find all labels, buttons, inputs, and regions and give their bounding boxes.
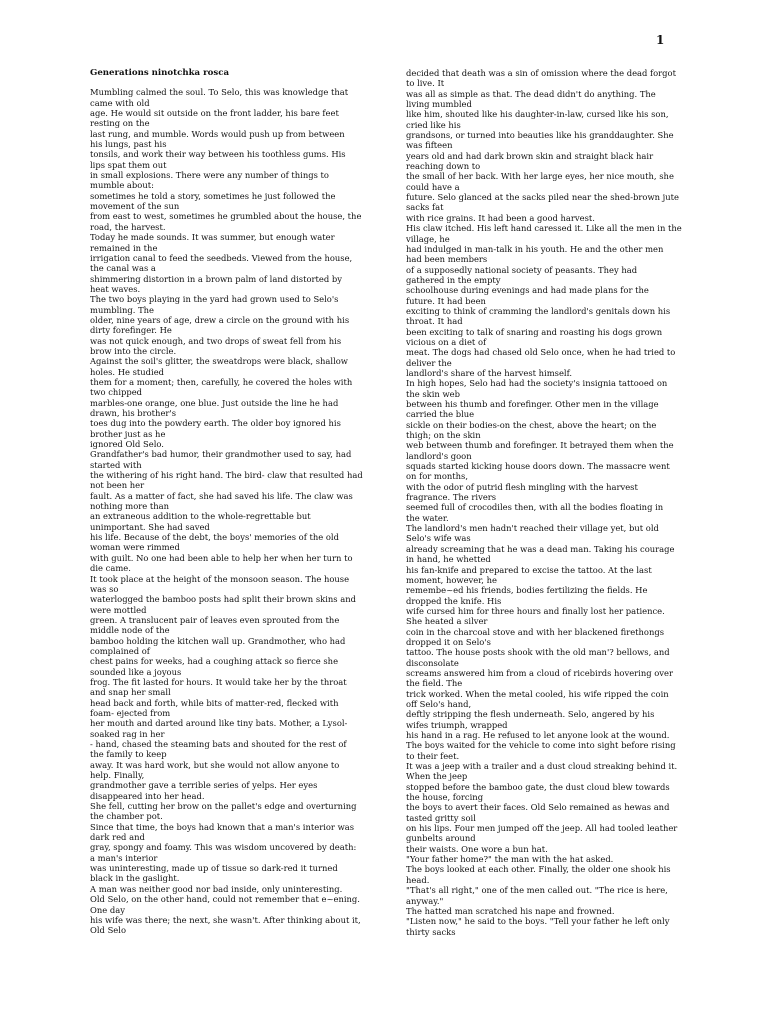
text-line: nothing more than (90, 501, 170, 512)
text-line: She fell, cutting her brow on the pallet's edge and overturning (90, 801, 357, 812)
text-line: carried the blue (406, 409, 475, 420)
text-line: stopped before the bamboo gate, the dust cloud blew towards (406, 781, 670, 792)
text-line: was fifteen (406, 140, 453, 151)
text-line: road, the harvest. (90, 221, 166, 232)
text-line: gray, spongy and foamy. This was wisdom uncovered by death: (90, 842, 357, 853)
text-line: web between thumb and forefinger. It betrayed them when the (406, 440, 674, 451)
text-line: lips spat them out (90, 159, 167, 170)
text-line: "Listen now," he said to the boys. "Tell your father he left only (406, 916, 670, 927)
text-line: fault. As a matter of fact, she had saved his life. The claw was (90, 490, 353, 501)
text-line: waterlogged the bamboo posts had split their brown skins and (90, 594, 357, 605)
text-line: soaked rag in her (90, 728, 165, 739)
text-line: The two boys playing in the yard had grown used to Selo's (90, 294, 339, 305)
text-line: green. A translucent pair of leaves even sprouted from the (90, 614, 340, 625)
text-line: Grandfather's bad humor, their grandmother used to say, had (90, 449, 352, 460)
text-line: were mottled (90, 604, 147, 615)
text-line: In high hopes, Selo had had the society's insignia tattooed on (406, 378, 668, 389)
text-line: movement of the sun (90, 201, 180, 212)
text-line: fragrance. The rivers (406, 492, 497, 503)
text-line: Since that time, the boys had known that a man's interior was (90, 821, 355, 832)
document-title: Generations ninotchka rosca (90, 68, 230, 78)
text-line: - hand, chased the steaming bats and shouted for the rest of (90, 739, 347, 749)
text-line: She heated a silver (406, 616, 488, 627)
text-line: to their feet. (406, 750, 460, 761)
text-line: disappeared into her head. (90, 790, 205, 801)
text-line: between his thumb and forefinger. Other men in the village (406, 399, 659, 409)
text-line: Against the soil's glitter, the sweatdrops were black, shallow (90, 356, 348, 367)
text-line: his wife was there; the next, she wasn't. After thinking about it, (90, 914, 361, 925)
text-line: his fan-knife and prepared to excise the tattoo. At the last (406, 564, 652, 575)
text-line: seemed full of crocodiles then, with all the bodies floating in (406, 502, 664, 513)
text-line: tattoo. The house posts shook with the old man'? bellows, and (406, 647, 670, 658)
text-line: started with (90, 459, 142, 470)
text-line: them for a moment; then, carefully, he covered the holes with (90, 376, 353, 387)
text-line: foam- ejected from (90, 707, 171, 718)
text-line: brow into the circle. (90, 345, 177, 356)
text-line: throat. It had (406, 316, 463, 327)
text-line: deftly stripping the flesh underneath. Selo, angered by his (406, 709, 655, 720)
text-line: off Selo's hand, (406, 698, 472, 709)
text-line: with guilt. No one had been able to help her when her turn to (90, 552, 353, 563)
text-line: head back and forth, while bits of matter-red, flecked with (90, 697, 339, 708)
text-line: holes. He studied (90, 366, 165, 377)
text-line: remembe~ed his friends, bodies fertilizing the fields. He (406, 585, 648, 596)
text-line: sometimes he told a story, sometimes he just followed the (90, 190, 336, 201)
text-line: years old and had dark brown skin and straight black hair (406, 150, 654, 161)
text-line: trick worked. When the metal cooled, his wife ripped the coin (406, 688, 669, 699)
text-line: the skin web (406, 388, 460, 399)
text-line: wifes triumph, wrapped (406, 719, 508, 730)
text-line: her mouth and darted around like tiny bats. Mother, a Lysol- (90, 718, 348, 729)
text-line: anyway." (406, 895, 444, 906)
text-line: Old Selo, on the other hand, could not remember that e~ening. (90, 894, 360, 905)
text-line: head. (406, 874, 430, 885)
text-line: Mumbling calmed the soul. To Selo, this was knowledge that (90, 87, 349, 98)
text-line: and snap her small (90, 687, 171, 698)
text-line: on his lips. Four men jumped off the jeep. All had tooled leather (406, 823, 678, 834)
text-line: remained in the (90, 242, 158, 253)
text-line: the small of her back. With her large eyes, her nice mouth, she (406, 171, 674, 182)
text-line: unimportant. She had saved (90, 521, 210, 532)
text-line: chest pains for weeks, had a coughing attack so fierce she (90, 656, 339, 667)
text-line: already screaming that he was a dead man. Taking his courage (406, 543, 675, 554)
text-line: the field. The (406, 678, 463, 689)
text-line: Today he made sounds. It was summer, but enough water (90, 232, 335, 243)
left-column (90, 68, 390, 936)
text-line: gunbelts around (406, 833, 476, 844)
text-line: with rice grains. It had been a good harvest. (406, 212, 595, 223)
text-line: the family to keep (90, 749, 167, 760)
text-line: Old Selo (90, 925, 126, 936)
text-line: was not quick enough, and two drops of sweat fell from his (90, 335, 342, 346)
text-line: "Your father home?" the man with the hat asked. (406, 854, 614, 865)
right-column (406, 68, 706, 937)
text-line: was so (90, 583, 119, 594)
text-line: The boys waited for the vehicle to come into sight before rising (406, 740, 676, 751)
text-line: His claw itched. His left hand caressed it. Like all the men in the (406, 223, 682, 234)
text-line: the water. (406, 512, 449, 523)
text-line: sacks fat (406, 202, 444, 213)
text-line: the canal was a (90, 263, 156, 274)
text-line: moment, however, he (406, 574, 497, 585)
text-line: tasted gritty soil (406, 812, 476, 823)
text-line: the withering of his right hand. The bird- claw that resulted had (90, 470, 363, 481)
text-line: his lungs, past his (90, 139, 167, 150)
text-line: drawn, his brother's (90, 408, 177, 418)
text-line: meat. The dogs had chased old Selo once, when he had tried to (406, 347, 676, 358)
text-line: the house, forcing (406, 792, 484, 803)
text-line: marbles-one orange, one blue. Just outside the line he had (90, 397, 339, 408)
text-line: last rung, and mumble. Words would push up from between (90, 128, 345, 139)
text-line: older, nine years of age, drew a circle on the ground with his (90, 314, 350, 325)
text-line: his life. Because of the debt, the boys' memories of the old (90, 532, 339, 543)
text-line: of a supposedly national society of peasants. They had (406, 264, 638, 275)
text-line: sickle on their bodies-on the chest, above the heart; on the (406, 419, 657, 430)
text-line: age. He would sit outside on the front ladder, his bare feet (90, 108, 339, 119)
text-line: shimmering distortion in a brown palm of land distorted by (90, 273, 342, 284)
text-line: landlord's share of the harvest himself. (406, 367, 573, 378)
text-line: village, he (406, 233, 450, 244)
text-line: dirty forefinger. He (90, 325, 172, 336)
text-line: schoolhouse during evenings and had made plans for the (406, 285, 649, 296)
text-line: brother just as he (90, 428, 166, 439)
text-line: been exciting to talk of snaring and roasting his dogs grown (406, 326, 663, 337)
text-line: future. Selo glanced at the sacks piled near the shed-brown jute (406, 192, 679, 203)
text-line: cried like his (406, 119, 461, 130)
text-line: had been members (406, 254, 488, 265)
text-line: It took place at the height of the monsoon season. The house (90, 573, 350, 584)
text-line: the chamber pot. (90, 811, 163, 822)
text-line: was uninteresting, made up of tissue so dark-red it turned (90, 863, 338, 874)
text-line: irrigation canal to feed the seedbeds. Viewed from the house, (90, 252, 353, 263)
text-line: screams answered him from a cloud of ricebirds hovering over (406, 667, 673, 678)
text-line: toes dug into the powdery earth. The older boy ignored his (90, 418, 341, 429)
text-line: with the odor of putrid flesh mingling with the harvest (406, 481, 638, 492)
text-line: mumbling. The (90, 304, 155, 315)
text-line: die came. (90, 563, 131, 574)
text-line: reaching down to (406, 161, 481, 172)
text-line: mumble about: (90, 180, 154, 191)
text-line: dropped it on Selo's (406, 636, 491, 647)
text-line: living mumbled (406, 99, 472, 110)
text-line: not been her (90, 480, 145, 491)
text-line: two chipped (90, 387, 143, 398)
text-line: deliver the (406, 357, 452, 368)
text-line: coin in the charcoal stove and with her blackened firethongs (406, 626, 665, 637)
text-line: a man's interior (90, 852, 158, 863)
text-line: dark red and (90, 832, 145, 843)
text-line: When the jeep (406, 771, 468, 782)
text-line: help. Finally, (90, 770, 145, 781)
text-line: from east to west, sometimes he grumbled about the house, the (90, 211, 362, 222)
text-line: his hand in a rag. He refused to let anyone look at the wound. (406, 730, 670, 740)
text-line: The landlord's men hadn't reached their village yet, but old (406, 523, 659, 534)
text-line: squads started kicking house doors down. The massacre went (406, 461, 670, 472)
text-line: came with old (90, 97, 150, 108)
text-line: grandsons, or turned into beauties like his granddaughter. She (406, 130, 674, 141)
text-line: bamboo holding the kitchen wall up. Grandmother, who had (90, 635, 346, 646)
text-line: grandmother gave a terrible series of yelps. Her eyes (90, 780, 318, 791)
text-line: gathered in the empty (406, 274, 501, 285)
text-line: an extraneous addition to the whole-regrettable but (90, 511, 311, 522)
text-line: The hatted man scratched his nape and frowned. (406, 905, 615, 916)
text-line: wife cursed him for three hours and finally lost her patience. (406, 605, 665, 616)
text-line: black in the gaslight. (90, 873, 180, 884)
text-line: One day (90, 904, 125, 915)
text-line: middle node of the (90, 625, 170, 636)
text-line: "That's all right," one of the men called out. "The rice is here, (406, 885, 668, 896)
text-line: heat waves. (90, 283, 141, 294)
text-line: on for months, (406, 471, 469, 482)
text-line: The boys looked at each other. Finally, the older one shook his (406, 864, 671, 875)
text-line: like him, shouted like his daughter-in-law, cursed like his son, (406, 109, 669, 120)
text-line: could have a (406, 181, 460, 192)
text-line: exciting to think of cramming the landlord's genitals down his (406, 305, 671, 316)
text-line: their waists. One wore a bun hat. (406, 843, 548, 854)
page-number: 1 (656, 33, 665, 47)
text-line: had indulged in man-talk in his youth. He and the other men (406, 243, 664, 254)
text-line: landlord's goon (406, 450, 472, 461)
text-line: thirty sacks (406, 926, 456, 937)
text-line: vicious on a diet of (406, 336, 487, 347)
text-line: A man was neither good nor bad inside, only uninteresting. (90, 883, 343, 894)
text-line: away. It was hard work, but she would not allow anyone to (90, 759, 340, 770)
text-line: resting on the (90, 118, 150, 129)
text-line: dropped the knife. His (406, 595, 502, 606)
text-line: future. It had been (406, 295, 486, 306)
text-line: in hand, he whetted (406, 554, 491, 565)
text-line: woman were rimmed (90, 542, 180, 553)
text-line: Selo's wife was (406, 533, 471, 544)
text-line: complained of (90, 645, 150, 656)
text-line: the boys to avert their faces. Old Selo remained as hewas and (406, 802, 670, 813)
text-line: ignored Old Selo. (90, 439, 164, 450)
text-line: frog. The fit lasted for hours. It would take her by the throat (90, 676, 347, 687)
text-line: to live. It (406, 78, 445, 89)
text-line: in small explosions. There were any number of things to (90, 170, 329, 181)
text-line: It was a jeep with a trailer and a dust cloud streaking behind it. (406, 761, 678, 772)
text-line: was all as simple as that. The dead didn't do anything. The (406, 88, 656, 99)
text-line: decided that death was a sin of omission where the dead forgot (406, 68, 676, 78)
text-line: tonsils, and work their way between his toothless gums. His (90, 149, 346, 160)
text-line: disconsolate (406, 657, 459, 668)
text-line: thigh; on the skin (406, 430, 481, 441)
text-line: sounded like a joyous (90, 666, 182, 677)
